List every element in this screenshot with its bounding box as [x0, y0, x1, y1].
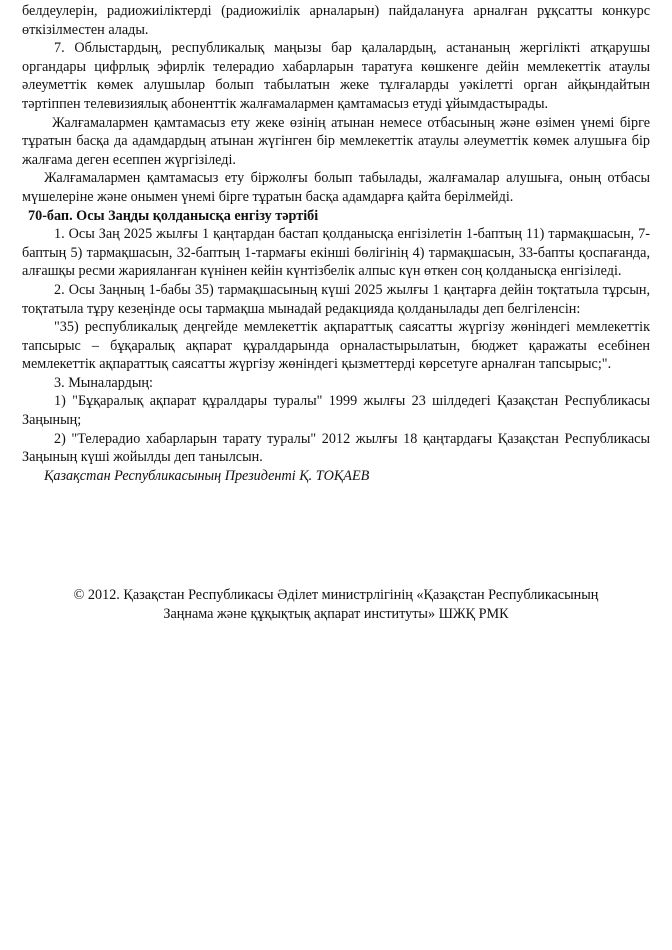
paragraph-quote-35: "35) республикалық деңгейде мемлекеттік ақпараттық саясатты жүргізу жөніндегі мемлекеттік тапсырыс – бұқаралық ақпарат құралдарында орналастырылатын, бюджет қаражаты есебінен мемлекеттік ақпараттық саясатты жүргізу жөніндегі қызметтерді көрсетуге арналған тапсырыс;". — [22, 319, 650, 373]
paragraph-item-7: 7. Облыстардың, республикалық маңызы бар қалалардың, астананың жергілікті атқарушы органдары цифрлық эфирлік телерадио хабарларын таратуға көшкенге дейін мемлекеттік атаулы әлеуметтік көмек алушылар болып табылатын жеке тұлғаларды уәкілетті орган айқындайтын тәртіппен телевизиялық абоненттік жалғамалармен қамтамасыз етуді ұйымдастырады. — [22, 40, 650, 112]
copyright-line-1: © 2012. Қазақстан Республикасы Әділет министрлігінің «Қазақстан Республикасының — [73, 587, 599, 603]
paragraph-subitem-1: 1) "Бұқаралық ақпарат құралдары туралы" 1999 жылғы 23 шілдедегі Қазақстан Республикасы Заңының; — [22, 393, 650, 429]
article-title: 70-бап. Осы Заңды қолданысқа енгізу тәртібі — [28, 207, 319, 224]
paragraph-item-1: 1. Осы Заң 2025 жылғы 1 қаңтардан бастап қолданысқа енгізілетін 1-баптың 11) тармақшасын, 7-баптың 5) тармақшасын, 32-баптың 1-тармағы екінші бөлігінің 4) тармақшасын, 33-бапты қоспағанда, алғашқы ресми жарияланған күнінен кейін күнтізбелік алпыс күн өткен соң қолданысқа енгізіледі. — [22, 226, 650, 280]
paragraph-subitem-2: 2) "Телерадио хабарларын тарату туралы" 2012 жылғы 18 қаңтардағы Қазақстан Республикасы Заңының күші жойылды деп танылсын. — [22, 430, 650, 466]
copyright-line-2: Заңнама және құқықтық ақпарат институты» ШЖҚ РМК — [163, 606, 509, 622]
paragraph-item-2: 2. Осы Заңның 1-бабы 35) тармақшасының күші 2025 жылғы 1 қаңтарға дейін тоқтатыла тұрсын, тоқтатыла тұру кезеңінде осы тармақша мынадай редакцияда қолданылады деп белгіленсін: — [22, 281, 650, 317]
paragraph-one-time: Жалғамалармен қамтамасыз ету біржолғы болып табылады, жалғамалар алушыға, оның отбасы мүшелеріне және онымен үнемі бірге тұратын басқа адамдарға қайта берілмейді. — [22, 170, 650, 205]
paragraph-provision: Жалғамалармен қамтамасыз ету жеке өзінің атынан немесе отбасының және өзімен үнемі бірге тұратын басқа да адамдардың атынан жүгінген бір мемлекеттік атаулы әлеуметтік көмек алушыға бір жалғама деген есеппен жүргізіледі. — [22, 114, 650, 168]
document-body — [22, 2, 650, 485]
president-signature: Қазақстан Республикасының Президенті Қ. ТОҚАЕВ — [44, 467, 370, 484]
paragraph-item-3: 3. Мыналардың: — [54, 374, 153, 391]
paragraph-continuation: белдеулерін, радиожиіліктерді (радиожиілік арналарын) пайдалануға арналған рұқсатты конкурс өткізілместен алады. — [22, 3, 650, 38]
copyright-footer — [22, 586, 650, 624]
